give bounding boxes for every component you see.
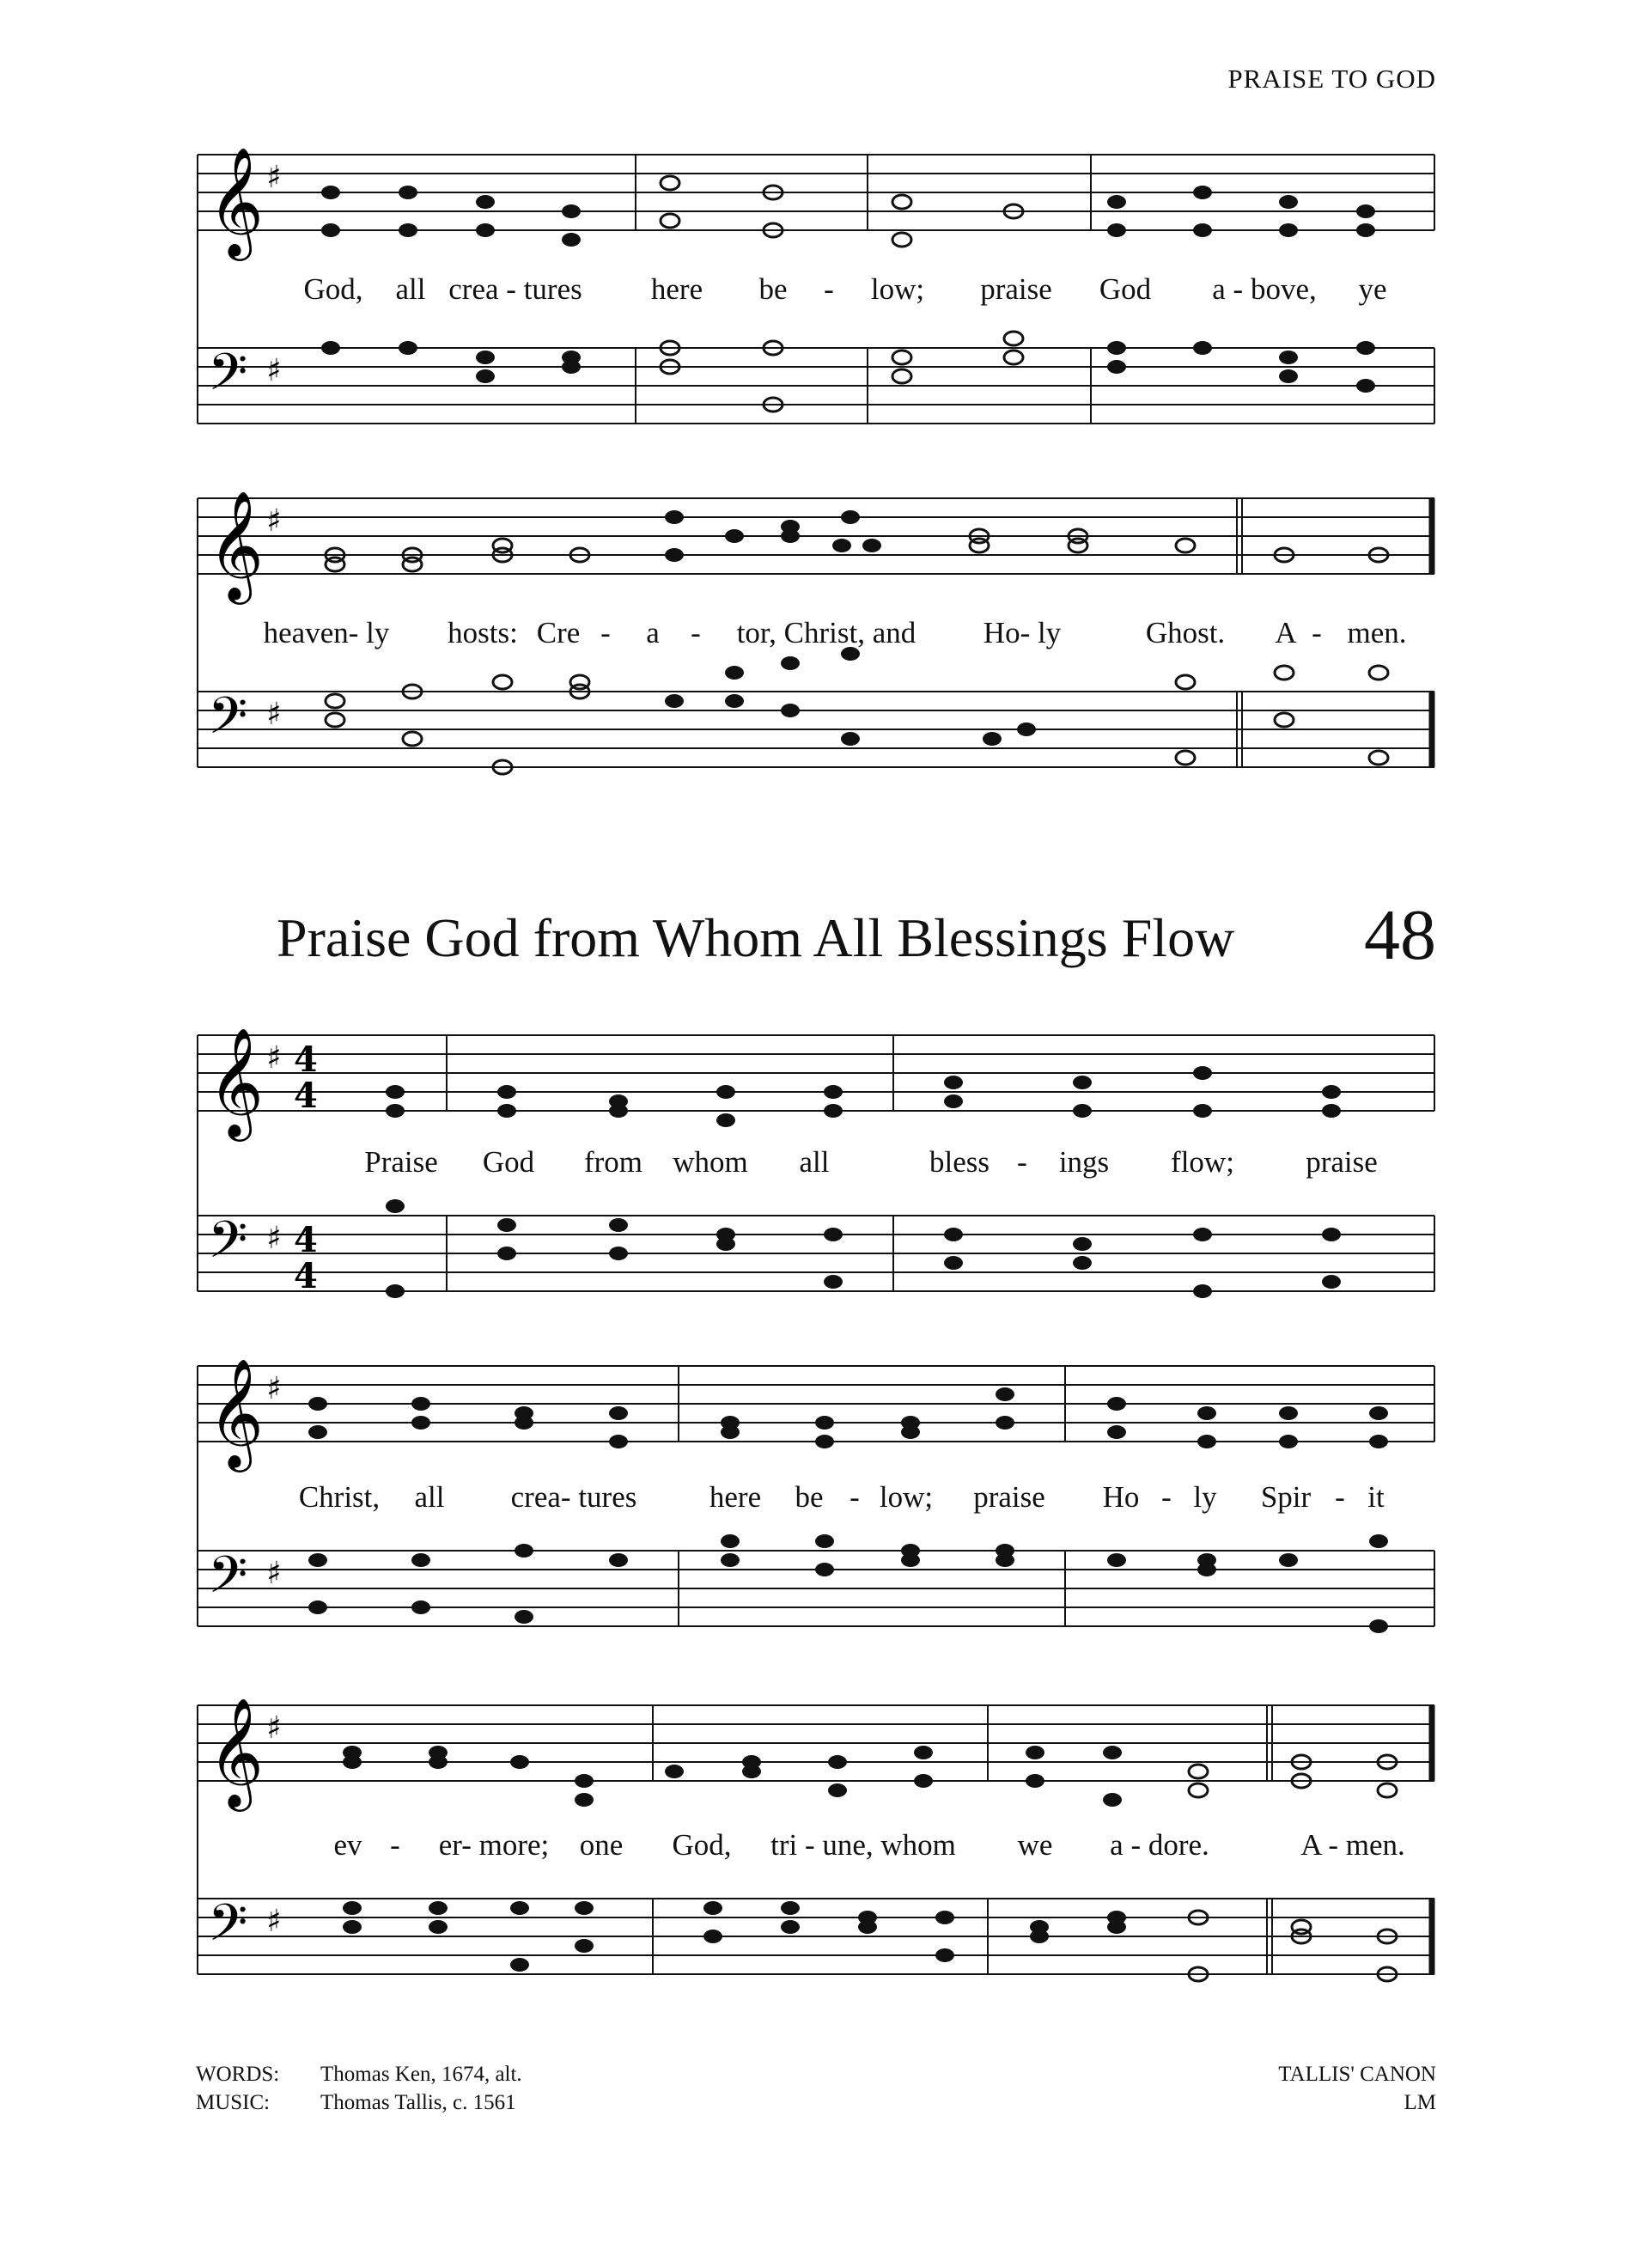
- time-signature-denominator: 4: [294, 1076, 318, 1116]
- lyric: -: [600, 616, 611, 649]
- lyric: a - bove,: [1212, 272, 1317, 306]
- lyric: -: [1017, 1145, 1027, 1179]
- svg-text:♯: ♯: [266, 1040, 282, 1076]
- lyric: ye: [1358, 272, 1387, 306]
- lyric: here: [709, 1480, 762, 1514]
- words-credit: [196, 2060, 522, 2088]
- svg-text:♯: ♯: [266, 1556, 282, 1591]
- lyric: Praise: [364, 1145, 438, 1179]
- tune-info: [1278, 2060, 1436, 2117]
- music-system-top-2: [189, 481, 1443, 825]
- lyric: be: [795, 1480, 824, 1514]
- hymn-title: Praise God from Whom All Blessings Flow: [277, 907, 1235, 968]
- lyric: Ho: [1102, 1480, 1140, 1514]
- svg-text:𝄞: 𝄞: [208, 490, 265, 600]
- lyric: crea - tures: [448, 272, 582, 306]
- svg-text:4: 4: [294, 1256, 318, 1296]
- lyric: Christ,: [298, 1480, 381, 1514]
- hymn-number: 48: [1364, 895, 1436, 975]
- lyric: one: [579, 1828, 624, 1862]
- music-label: MUSIC:: [196, 2091, 271, 2114]
- svg-text:♯: ♯: [266, 697, 282, 732]
- lyric: ings: [1058, 1145, 1110, 1179]
- lyric: low;: [870, 272, 925, 306]
- svg-text:𝄢: 𝄢: [208, 1210, 248, 1282]
- lyric: men.: [1347, 616, 1407, 649]
- svg-text:♯: ♯: [266, 1904, 282, 1939]
- running-head: PRAISE TO GOD: [1227, 64, 1436, 94]
- lyric: a: [646, 616, 660, 649]
- tune-meter: LM: [1404, 2091, 1436, 2114]
- credits: [196, 2060, 522, 2117]
- words-label: WORDS:: [196, 2063, 280, 2086]
- lyric: ev: [333, 1828, 362, 1862]
- music-composer: Thomas Tallis, c. 1561: [320, 2091, 516, 2114]
- lyric: -: [390, 1828, 400, 1862]
- lyric: bless: [929, 1145, 990, 1179]
- lyric: A - men.: [1300, 1828, 1405, 1862]
- lyric: -: [824, 272, 834, 306]
- svg-text:♯: ♯: [266, 1710, 282, 1746]
- words-author: Thomas Ken, 1674, alt.: [320, 2063, 522, 2086]
- lyric: God: [482, 1145, 535, 1179]
- lyric: it: [1367, 1480, 1385, 1514]
- svg-text:𝄞: 𝄞: [208, 1027, 265, 1137]
- svg-text:𝄢: 𝄢: [208, 342, 248, 414]
- lyric: heaven- ly: [263, 616, 390, 649]
- svg-text:𝄢: 𝄢: [208, 1545, 248, 1617]
- time-signature-numerator: 4: [294, 1040, 318, 1080]
- lyric: God: [1099, 272, 1152, 306]
- lyric: we: [1017, 1828, 1053, 1862]
- lyric: whom: [673, 1145, 748, 1179]
- lyric: God,: [303, 272, 363, 306]
- lyric: from: [583, 1145, 643, 1179]
- lyric: a - dore.: [1110, 1828, 1209, 1862]
- lyric: praise: [973, 1480, 1045, 1514]
- svg-text:♯: ♯: [266, 353, 282, 388]
- lyric: all: [414, 1480, 445, 1514]
- lyric: God,: [672, 1828, 732, 1862]
- lyric: A: [1275, 616, 1297, 649]
- lyric: be: [758, 272, 788, 306]
- svg-text:♯: ♯: [266, 503, 282, 539]
- lyric: praise: [980, 272, 1052, 306]
- lyric: here: [650, 272, 703, 306]
- svg-text:𝄞: 𝄞: [208, 146, 265, 256]
- lyric: tri - une, whom: [770, 1828, 956, 1862]
- music-credit: [196, 2088, 522, 2117]
- lyric: er- more;: [438, 1828, 550, 1862]
- tune-name: TALLIS' CANON: [1278, 2063, 1436, 2086]
- lyric: hosts:: [448, 616, 518, 649]
- lyric: praise: [1306, 1145, 1378, 1179]
- svg-text:♯: ♯: [266, 160, 282, 195]
- lyric: Ho- ly: [983, 616, 1062, 649]
- lyric: ly: [1193, 1480, 1217, 1514]
- svg-text:𝄞: 𝄞: [208, 1697, 265, 1807]
- lyric: -: [849, 1480, 860, 1514]
- lyric: tor, Christ, and: [736, 616, 916, 649]
- lyric: all: [799, 1145, 830, 1179]
- lyric: -: [1335, 1480, 1345, 1514]
- lyric: flow;: [1171, 1145, 1234, 1179]
- lyric: low;: [879, 1480, 934, 1514]
- svg-text:𝄢: 𝄢: [208, 1893, 248, 1965]
- lyric: all: [395, 272, 426, 306]
- svg-text:𝄢: 𝄢: [208, 686, 248, 758]
- lyric: -: [691, 616, 701, 649]
- lyric: Spir: [1260, 1480, 1312, 1514]
- svg-text:♯: ♯: [266, 1371, 282, 1406]
- svg-text:4: 4: [294, 1220, 318, 1260]
- lyric: Cre: [536, 616, 581, 649]
- svg-text:𝄞: 𝄞: [208, 1357, 265, 1467]
- svg-text:♯: ♯: [266, 1221, 282, 1256]
- lyric: Ghost.: [1145, 616, 1226, 649]
- lyric: crea- tures: [510, 1480, 637, 1514]
- lyric: -: [1312, 616, 1322, 649]
- lyric: -: [1161, 1480, 1172, 1514]
